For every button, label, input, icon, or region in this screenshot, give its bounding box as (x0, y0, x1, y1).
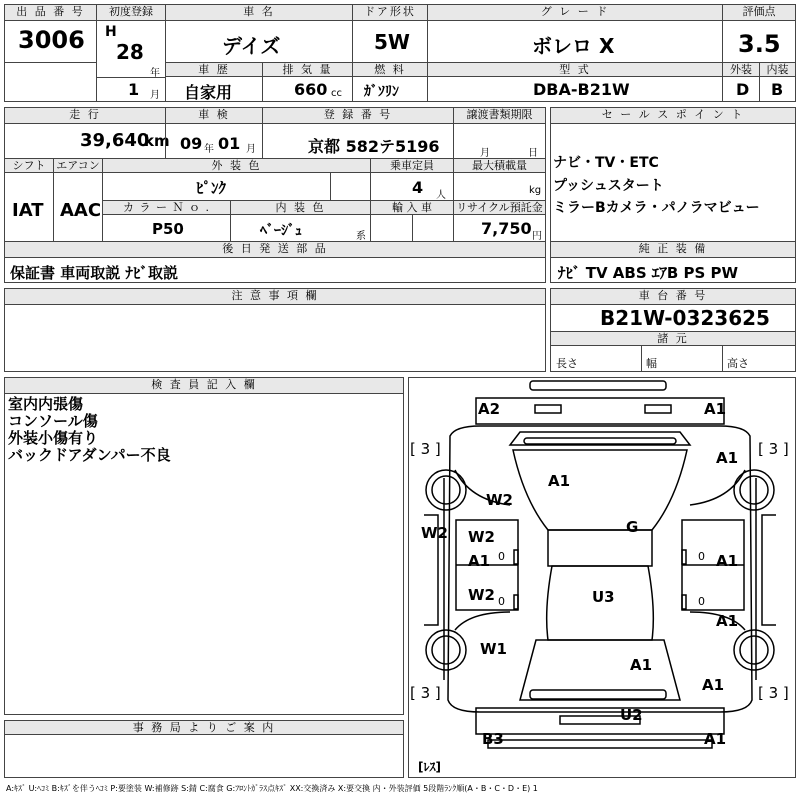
inspection-label: 車 検 (166, 108, 262, 124)
inspector-label: 検 査 員 記 入 欄 (5, 378, 403, 394)
grade: ボレロ X (532, 34, 615, 58)
door-label: ドア形状 (353, 5, 427, 21)
color-no: P50 (152, 220, 184, 238)
history-label: 車 歴 (166, 63, 262, 77)
load-label: 最大積載量 (454, 159, 545, 173)
import-label: 輸 入 車 (371, 201, 453, 215)
int-color: ﾍﾞｰｼﾞｭ (260, 223, 302, 239)
exterior-color: ﾋﾟﾝｸ (196, 179, 227, 197)
model-label: 型 式 (428, 63, 722, 77)
mark-handle-rr: 0 (698, 595, 705, 608)
first-reg-label: 初度登録 (97, 5, 165, 21)
exterior-label: 外装 (723, 63, 759, 77)
height-label: 高さ (727, 357, 749, 370)
caution-label: 注 意 事 項 欄 (5, 289, 545, 305)
chassis-number: B21W-0323625 (600, 306, 770, 330)
car-name-label: 車 名 (166, 5, 352, 21)
sales-label: セ ー ル ス ポ イ ン ト (551, 108, 795, 124)
fuel: ｶﾞｿﾘﾝ (364, 84, 399, 100)
interior-label: 内装 (760, 63, 795, 77)
mark-handle-rf: 0 (698, 550, 705, 563)
load-unit: kg (529, 185, 542, 196)
lot-label: 出 品 番 号 (5, 5, 96, 21)
inspector-note-2: コンソール傷 (8, 412, 98, 430)
transfer-day: 日 (528, 148, 538, 159)
color-label: 外 装 色 (103, 159, 370, 173)
mark-rear-right-corner: A1 (704, 730, 727, 748)
reg-month: 1 (128, 80, 140, 99)
recycle-unit: 円 (532, 231, 542, 242)
mark-left-front-door: W2 (468, 528, 495, 546)
mileage-label: 走 行 (5, 108, 165, 124)
displacement: 660 (294, 80, 328, 99)
mark-back-door: A1 (630, 656, 653, 674)
equip-label: 純 正 装 備 (551, 242, 795, 258)
mark-left-sill: W2 (421, 524, 448, 542)
shift: IAT (12, 200, 44, 221)
mileage: 39,640 (80, 130, 150, 151)
mark-right-front-door: A1 (716, 552, 739, 570)
legend: A:ｷｽﾞ U:ﾍｺﾐ B:ｷｽﾞを伴うﾍｺﾐ P:要塗装 W:補修跡 S:錆 C:腐食 G:ﾌﾛﾝﾄｶﾞﾗｽ点ｷｽﾞ XX:交換済み X:要交換 内・外装評価 5段階ﾗﾝｸ順(A・B・C・D・E) 1 (6, 784, 538, 793)
door-type: 5W (374, 30, 410, 54)
length-label: 長さ (556, 357, 578, 370)
int-color-label: 内 装 色 (231, 201, 370, 215)
grade-label: グ レ ー ド (428, 5, 722, 21)
reg-year: 28 (116, 40, 144, 64)
chassis-label: 車 台 番 号 (551, 289, 795, 305)
mark-left-rear-door: W2 (468, 586, 495, 604)
inspector-note-1: 室内内張傷 (8, 395, 84, 413)
mark-right-mirror: [ 3 ] (758, 440, 789, 458)
transfer-label: 譲渡書類期限 (454, 108, 545, 124)
reg-number: 京都 582テ5196 (308, 137, 440, 156)
recycle-fee: 7,750 (481, 219, 532, 238)
mark-front-left-corner: A2 (478, 400, 501, 418)
int-color-unit: 系 (356, 231, 366, 242)
model: DBA-B21W (533, 80, 630, 99)
mark-rear-underbody: [ﾚｽ] (418, 760, 441, 774)
era: H (105, 24, 117, 40)
mark-handle-lr: 0 (498, 595, 505, 608)
mark-windshield: G (626, 518, 639, 536)
equipment: ﾅﾋﾞ TV ABS ｴｱB PS PW (558, 264, 739, 282)
exterior-grade: D (736, 80, 750, 99)
displacement-unit: cc (331, 88, 342, 99)
shift-label: シフト (5, 159, 53, 173)
inspection-month: 01 (218, 134, 241, 153)
history: 自家用 (184, 83, 233, 102)
reg-no-label: 登 録 番 号 (263, 108, 453, 124)
mark-roof: U3 (592, 588, 615, 606)
inspection-month-unit: 月 (246, 144, 256, 155)
mark-right-rear-light: [ 3 ] (758, 684, 789, 702)
capacity-label: 乗車定員 (371, 159, 453, 173)
month-unit: 月 (150, 90, 160, 101)
capacity-unit: 人 (436, 190, 446, 201)
mark-rear-bumper: U2 (620, 706, 643, 724)
rating: 3.5 (738, 30, 781, 58)
transfer-month: 月 (480, 148, 490, 159)
capacity: 4 (412, 178, 424, 197)
mark-left-mirror: [ 3 ] (410, 440, 441, 458)
inspection-year: 09 (180, 134, 203, 153)
mark-hood: A1 (548, 472, 571, 490)
recycle-label: リサイクル預託金 (454, 201, 545, 215)
rating-label: 評価点 (723, 5, 795, 21)
mark-right-quarter: A1 (702, 676, 725, 694)
displacement-label: 排 気 量 (263, 63, 352, 77)
mark-left-rear-light: [ 3 ] (410, 684, 441, 702)
width-label: 幅 (646, 357, 657, 370)
sales-line-3: ミラーBカメラ・パノラマビュー (553, 200, 760, 216)
inspector-note-4: バックドアダンパー不良 (8, 446, 171, 464)
year-unit: 年 (150, 68, 160, 79)
car-name: デイズ (222, 34, 281, 58)
mark-handle-lf: 0 (498, 550, 505, 563)
inspector-note-3: 外装小傷有り (8, 429, 99, 447)
dims-label: 諸 元 (551, 332, 795, 346)
mark-right-fender: A1 (716, 449, 739, 467)
sales-line-1: ナビ・TV・ETC (553, 155, 659, 171)
mark-right-rear-door: A1 (716, 612, 739, 630)
mark-left-quarter: W1 (480, 640, 507, 658)
office-label: 事 務 局 よ り ご 案 内 (5, 721, 403, 735)
inspection-year-unit: 年 (204, 144, 214, 155)
mark-rear-left-corner: B3 (482, 730, 504, 748)
later-parts-label: 後 日 発 送 部 品 (5, 242, 545, 258)
sales-line-2: プッシュスタート (553, 178, 664, 194)
color-no-label: カ ラ ー Ｎ ｏ . (103, 201, 230, 215)
fuel-label: 燃 料 (353, 63, 427, 77)
mileage-unit: km (144, 132, 170, 150)
ac-label: エアコン (54, 159, 102, 173)
mark-left-front-door-2: A1 (468, 552, 491, 570)
later-parts: 保証書 車両取説 ﾅﾋﾞ取説 (10, 264, 178, 282)
ac: AAC (60, 200, 102, 221)
mark-left-fender: W2 (486, 491, 513, 509)
mark-front-right-corner: A1 (704, 400, 727, 418)
lot-number: 3006 (18, 26, 85, 54)
interior-grade: B (771, 80, 784, 99)
